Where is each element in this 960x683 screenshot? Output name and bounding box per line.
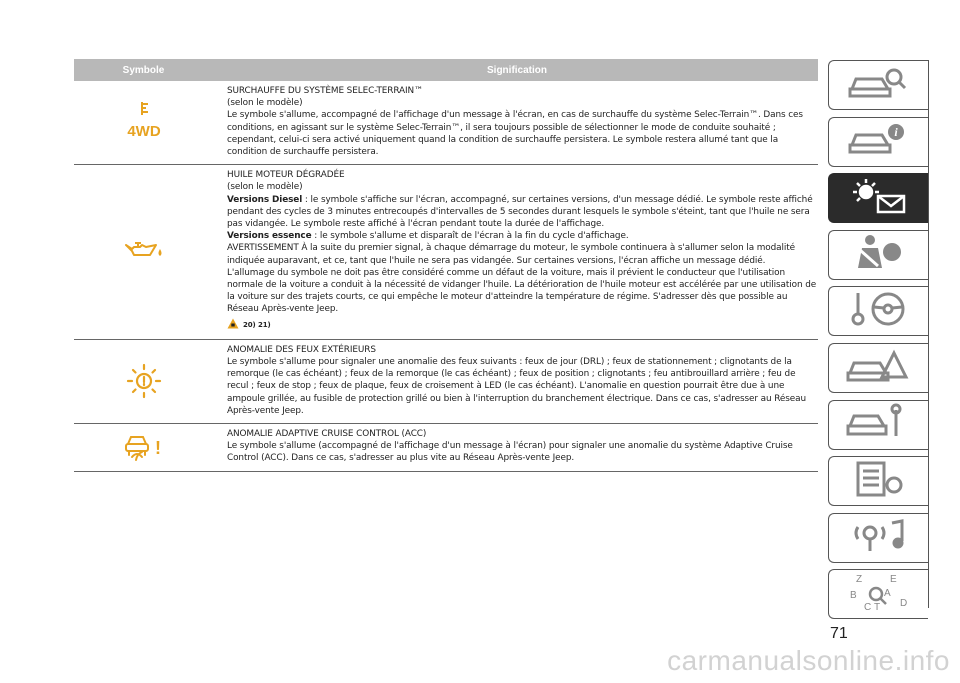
index-letter: Z [855,573,862,585]
tab-warning-lights[interactable] [828,173,928,223]
row-body: Le symbole s'allume (accompagné de l'affichage d'un message à l'écran) pour signaler une anomalie du système Adaptive Cruise Control (ACC). Dans ce cas, s'adresser au plus vite au Réseau Après-vente Jeep. [227,441,793,464]
chapter-tabs [828,60,928,626]
car-info-icon [844,119,914,164]
diesel-text: : le symbole s'affiche sur l'écran, accompagné, sur certaines versions, d'un message dédié. Le symbole reste affiché pendant des cycles de 3 minutes entrecoupés d'intervalles de 5 secondes durant lesquels le symbole s'éteint, tant que l'huile ne sera pas vidangée. Le symbole reste affiché à l'écran pendant toute la durée de l'affichage. [227,194,813,230]
symbol-cell [74,81,213,164]
warning-symbols-table [74,59,818,472]
row-title: ANOMALIE DES FEUX EXTÉRIEURS [227,344,376,355]
note-reference [227,318,818,333]
meaning-cell [213,81,818,164]
index-letter: E [889,573,897,585]
table-row [74,165,818,340]
warning-paragraph: AVERTISSEMENT À la suite du premier signal, à chaque démarrage du moteur, le symbole continuera à s'allumer selon la modalité indiquée auparavant, et ce, tant que l'huile ne sera pas vidangée. Sur certaines versions, l'écran affiche un message dédié. [227,243,795,266]
seatbelt-airbag-icon [844,232,914,277]
row-body-2: L'allumage du symbole ne doit pas être considéré comme un défaut de la voiture, mais il prévient le conducteur que l'utilisation normale de la voiture a conduit à la nécessité de vidanger l'huile. La détérioration de l'huile moteur est accélérée par une utilisation de la voiture sur des trajets courts, ce qui empêche le moteur d'atteindre la température de régime. S'adresser dès que possible au Réseau Après-vente Jeep. [227,267,817,315]
warning-light-message-icon [844,176,914,221]
index-letter: A [883,587,891,599]
tab-car-info[interactable] [828,117,928,167]
tab-multimedia[interactable] [828,513,928,563]
essence-paragraph [227,230,818,242]
index-letter: C [863,601,871,612]
index-icon [844,572,914,617]
car-warning-triangle-icon [844,345,914,390]
car-wrench-icon [844,402,914,447]
meaning-cell [213,340,818,423]
row-title: SURCHAUFFE DU SYSTÈME SELEC-TERRAIN™ [227,86,423,96]
symbol-cell [74,424,213,471]
index-letter: D [899,597,907,609]
table-row [74,81,818,165]
diesel-label: Versions Diesel [227,194,303,205]
essence-text: : le symbole s'allume et disparaît de l'écran à la fin du cycle d'affichage. [311,231,629,242]
acc-fault-icon [122,428,166,467]
tab-car-search[interactable] [828,60,928,110]
tab-maintenance[interactable] [828,400,928,450]
multimedia-icon [844,515,914,560]
meaning-cell [213,424,818,471]
4wd-temperature-icon [120,100,168,145]
table-row [74,340,818,424]
svg-text:i: i [893,125,898,140]
row-subtitle: (selon le modèle) [227,182,303,193]
index-letter: T [873,601,880,612]
meaning-cell [213,165,818,339]
note-numbers: 20) 21) [243,321,271,330]
row-subtitle: (selon le modèle) [227,98,303,109]
diesel-paragraph [227,194,818,231]
table-row [74,424,818,472]
symbol-cell [74,340,213,423]
svg-text:4WD: 4WD [126,123,161,141]
table-header [74,59,818,81]
row-title: HUILE MOTEUR DÉGRADÉE [227,170,345,181]
essence-label: Versions essence [227,231,312,242]
warning-hand-icon [227,318,239,333]
key-steering-wheel-icon [844,289,914,334]
oil-can-icon [120,235,168,270]
header-meaning: Signification [487,64,547,76]
row-body: Le symbole s'allume pour signaler une anomalie des feux suivants : feux de jour (DRL) ; feux de stationnement ; clignotants de la remorque (le cas échéant) ; feux de la remorque (le cas échéant) ; feux de position ; clignotants ; feu antibrouillard arrière ; feu de recul ; feux de stop ; feux de plaque, feux de croisement à LED (le cas échéant). L'anomalie en question pourrait être due à une ampoule grillée, au fusible de protection grillé ou bien à l'interruption du branchement électrique. Dans ce cas, s'adresser au Réseau Après-vente Jeep. [227,357,807,416]
row-body: Le symbole s'allume, accompagné de l'affichage d'un message à l'écran, en cas de surchauffe du système Selec-Terrain™. Dans ces conditions, en agissant sur le système Selec-Terrain™, il sera toujours possible de sélectionner le mode de conduite souhaité ; cependant, celui-ci sera activé uniquement quand la condition de surchauffe persistera. Le symbole restera allumé tant que la condition de surchauffe persistera. [227,110,803,158]
header-symbol: Symbole [122,64,165,76]
tab-index[interactable] [828,569,928,619]
symbol-cell [74,165,213,339]
page-number: 71 [830,625,848,642]
tab-safety[interactable] [828,230,928,280]
tab-starting-driving[interactable] [828,286,928,336]
index-letter: B [849,589,857,601]
tab-emergency[interactable] [828,343,928,393]
tab-technical-data[interactable] [828,456,928,506]
technical-data-icon [844,459,914,504]
car-search-icon [844,63,914,108]
watermark: carmanualsonline.info [667,645,950,676]
svg-text:!: ! [154,437,161,458]
row-title: ANOMALIE ADAPTIVE CRUISE CONTROL (ACC) [227,429,427,440]
sidebar-divider [928,60,929,608]
exterior-lights-fault-icon [122,359,166,404]
